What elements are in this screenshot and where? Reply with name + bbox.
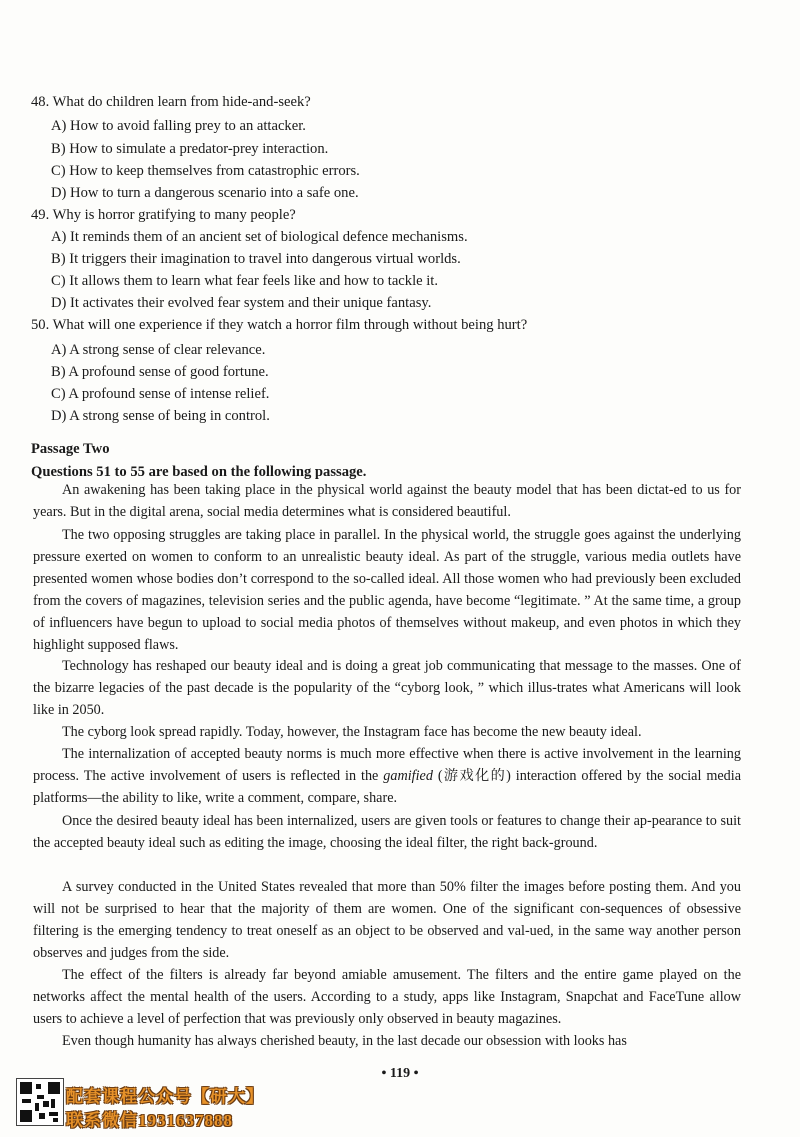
question-48-stem: 48. What do children learn from hide-and-seek? bbox=[31, 94, 311, 110]
question-48-option-c: C) How to keep themselves from catastrophic errors. bbox=[51, 163, 360, 179]
watermark-line-1: 配套课程公众号【研大】 bbox=[66, 1087, 264, 1106]
passage-paragraph-9: Even though humanity has always cherished beauty, in the last decade our obsession with looks has bbox=[62, 1033, 627, 1049]
passage-paragraph-5: The internalization of accepted beauty norms is much more effective when there is active involvement in the learning process. The active involvement of users is reflected in the gamified (游戏化的) interaction offered by the social media platforms—the ability to like, write a comment, compare, share. bbox=[33, 746, 741, 806]
question-49-option-b: B) It triggers their imagination to travel into dangerous virtual worlds. bbox=[51, 251, 461, 267]
question-50-option-a: A) A strong sense of clear relevance. bbox=[51, 342, 266, 358]
watermark-line-2: 联系微信1931637888 bbox=[66, 1111, 233, 1130]
passage-paragraph-2: The two opposing struggles are taking place in parallel. In the physical world, the struggle goes against the underlying pressure exerted on women to conform to an unrealistic beauty ideal. As part of the struggle, various media outlets have presented women whose bodies don’t correspond to the so-called ideal. All those women who had previously been excluded from the covers of magazines, television series and the public agenda, have become “legitimate. ” At the same time, a group of influencers have begun to upload to social media photos of themselves without makeup, and even photos in which they highlight supposed flaws. bbox=[33, 527, 741, 653]
qr-code-icon bbox=[16, 1078, 64, 1126]
question-49-stem: 49. Why is horror gratifying to many people? bbox=[31, 207, 296, 223]
page-number: • 119 • bbox=[381, 1066, 419, 1081]
question-48-option-b: B) How to simulate a predator-prey interaction. bbox=[51, 141, 329, 157]
question-49-option-d: D) It activates their evolved fear system and their unique fantasy. bbox=[51, 295, 432, 311]
question-50-stem: 50. What will one experience if they watch a horror film through without being hurt? bbox=[31, 317, 528, 333]
italic-term: gamified bbox=[383, 767, 433, 784]
question-49-option-c: C) It allows them to learn what fear feels like and how to tackle it. bbox=[51, 273, 439, 289]
question-48-option-a: A) How to avoid falling prey to an attacker. bbox=[51, 118, 306, 134]
passage-paragraph-4: The cyborg look spread rapidly. Today, however, the Instagram face has become the new beauty ideal. bbox=[62, 724, 642, 740]
question-50-option-b: B) A profound sense of good fortune. bbox=[51, 364, 269, 380]
question-49-option-a: A) It reminds them of an ancient set of biological defence mechanisms. bbox=[51, 229, 468, 245]
passage-paragraph-3: Technology has reshaped our beauty ideal and is doing a great job communicating that message to the masses. One of the bizarre legacies of the past decade is the popularity of the “cyborg look, ” which illus-trates what Americans will look like in 2050. bbox=[33, 658, 741, 718]
passage-instruction: Questions 51 to 55 are based on the following passage. bbox=[31, 464, 367, 480]
question-50-option-c: C) A profound sense of intense relief. bbox=[51, 386, 270, 402]
passage-paragraph-8: The effect of the filters is already far beyond amiable amusement. The filters and the entire game played on the networks affect the mental health of the users. According to a study, apps like Instagram, Snapchat and FaceTune allow users to achieve a level of perfection that was previously only observed in beauty magazines. bbox=[33, 967, 741, 1027]
question-48-option-d: D) How to turn a dangerous scenario into a safe one. bbox=[51, 185, 359, 201]
passage-title: Passage Two bbox=[31, 441, 110, 457]
passage-paragraph-7: A survey conducted in the United States revealed that more than 50% filter the images before posting them. And you will not be surprised to hear that the majority of them are women. One of the significant con-sequences of obsessive filtering is the emerging tendency to treat oneself as an object to be observed and val-ued, in the same way another person observes and judges from the side. bbox=[33, 879, 741, 961]
question-50-option-d: D) A strong sense of being in control. bbox=[51, 408, 270, 424]
passage-paragraph-6: Once the desired beauty ideal has been internalized, users are given tools or features to change their ap-pearance to suit the accepted beauty ideal such as editing the image, choosing the ideal filter, the right back-ground. bbox=[33, 813, 741, 851]
passage-paragraph-1: An awakening has been taking place in the physical world against the beauty model that has been dictat-ed to us for years. But in the digital arena, social media determines what is considered beautiful. bbox=[33, 482, 741, 520]
